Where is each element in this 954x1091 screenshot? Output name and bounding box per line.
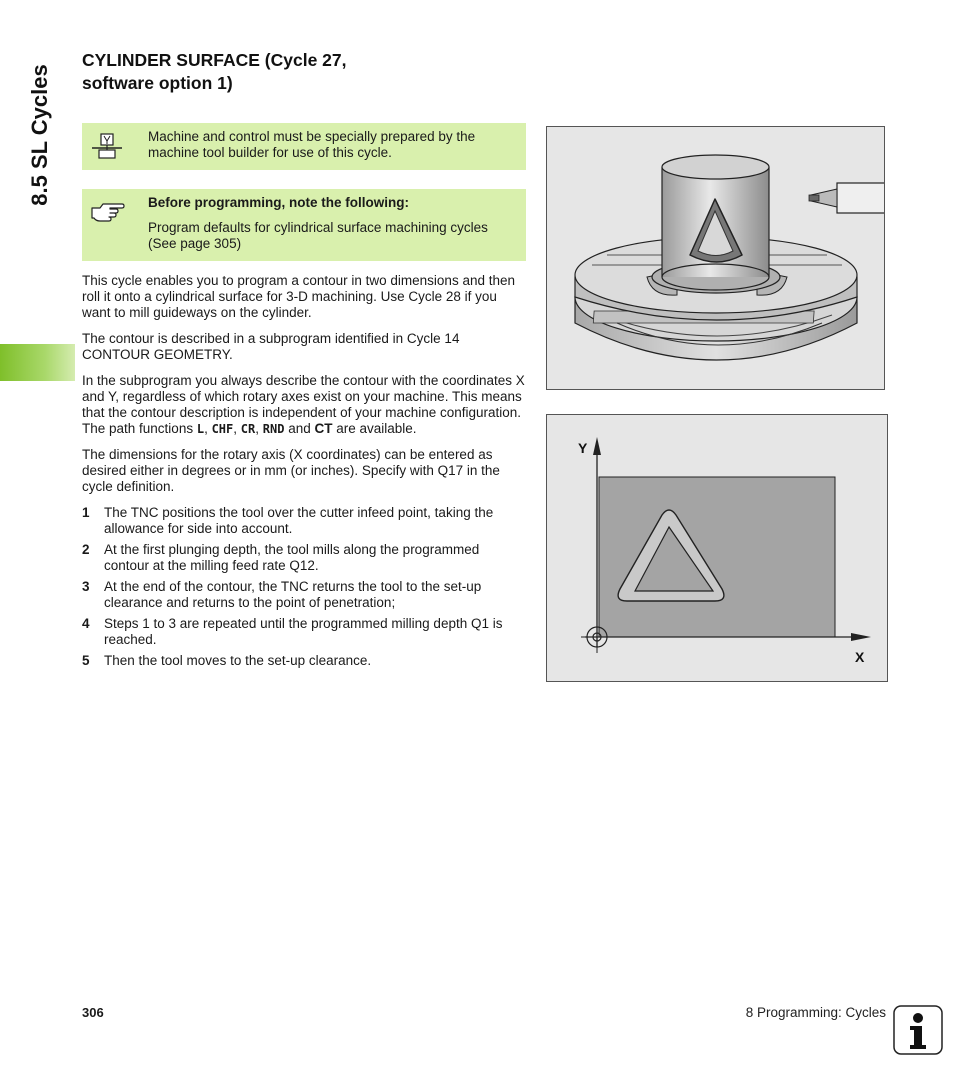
step-list — [82, 505, 526, 669]
page-heading-line1: CYLINDER SURFACE (Cycle 27, — [82, 50, 347, 70]
paragraph-4: The dimensions for the rotary axis (X coordinates) can be entered as desired either in degrees or in mm (or inches). Specify with Q17 in the cycle definition. — [82, 447, 500, 494]
page-heading-line2: software option 1) — [82, 73, 233, 93]
step-number: 1 — [82, 505, 90, 520]
section-side-title — [18, 50, 62, 220]
step-number: 5 — [82, 653, 90, 668]
step-text: At the first plunging depth, the tool mills along the programmed contour at the milling feed rate Q12. — [104, 542, 480, 573]
machine-note-text: Machine and control must be specially prepared by the machine tool builder for use of this cycle. — [148, 129, 476, 160]
list-item — [82, 616, 526, 648]
programming-note-title: Before programming, note the following: — [148, 195, 409, 210]
y-axis-label: Y — [578, 440, 588, 456]
paragraph-3-sep1: , — [204, 421, 212, 436]
step-number: 3 — [82, 579, 90, 594]
paragraph-3-before: In the subprogram you always describe the contour with the coordinates X and Y, regardless of which rotary axes exist on your machine. This means that the contour description is independent of your machine configuration. The path functions — [82, 373, 525, 436]
page-heading — [82, 49, 412, 95]
paragraph-3 — [82, 373, 526, 437]
list-item — [82, 653, 526, 669]
step-text: Then the tool moves to the set-up clearance. — [104, 653, 372, 668]
step-number: 2 — [82, 542, 90, 557]
paragraph-3-sep3: , — [255, 421, 263, 436]
programming-note-text: Program defaults for cylindrical surface machining cycles (See page 305) — [148, 220, 488, 251]
path-function-l: L — [196, 422, 205, 436]
step-text: At the end of the contour, the TNC returns the tool to the set-up clearance and returns to the point of penetration; — [104, 579, 482, 610]
chapter-tab-marker — [0, 344, 75, 381]
section-side-title-text: 8.5 SL Cycles — [27, 64, 52, 206]
list-item — [82, 542, 526, 574]
paragraph-2: The contour is described in a subprogram identified in Cycle 14 CONTOUR GEOMETRY. — [82, 331, 460, 362]
cylinder-illustration-drawing — [547, 127, 885, 390]
body-text — [82, 273, 526, 674]
cylinder-illustration — [546, 126, 885, 390]
machine-note-box — [82, 123, 526, 170]
list-item — [82, 505, 526, 537]
path-function-cr: CR — [240, 422, 256, 436]
step-text: Steps 1 to 3 are repeated until the programmed milling depth Q1 is reached. — [104, 616, 503, 647]
list-item — [82, 579, 526, 611]
programming-note-box — [82, 189, 526, 261]
step-text: The TNC positions the tool over the cutter infeed point, taking the allowance for side into account. — [104, 505, 494, 536]
pointing-hand-icon — [90, 199, 126, 229]
path-function-chf: CHF — [211, 422, 234, 436]
x-axis-label: X — [855, 649, 865, 665]
path-function-ct: CT — [314, 421, 333, 436]
chapter-label: 8 Programming: Cycles — [745, 1005, 886, 1020]
info-icon — [893, 1005, 943, 1055]
paragraph-3-sep2: , — [233, 421, 241, 436]
paragraph-3-and: and — [284, 421, 315, 436]
step-number: 4 — [82, 616, 90, 631]
path-function-rnd: RND — [262, 422, 285, 436]
contour-xy-diagram — [546, 414, 888, 682]
machine-icon — [90, 133, 126, 165]
contour-xy-diagram-drawing — [547, 415, 888, 682]
paragraph-3-after: are available. — [332, 421, 417, 436]
page-number: 306 — [82, 1005, 104, 1020]
paragraph-1: This cycle enables you to program a contour in two dimensions and then roll it onto a cylindrical surface for 3-D machining. Use Cycle 28 if you want to mill guideways on the cylinder. — [82, 273, 515, 320]
